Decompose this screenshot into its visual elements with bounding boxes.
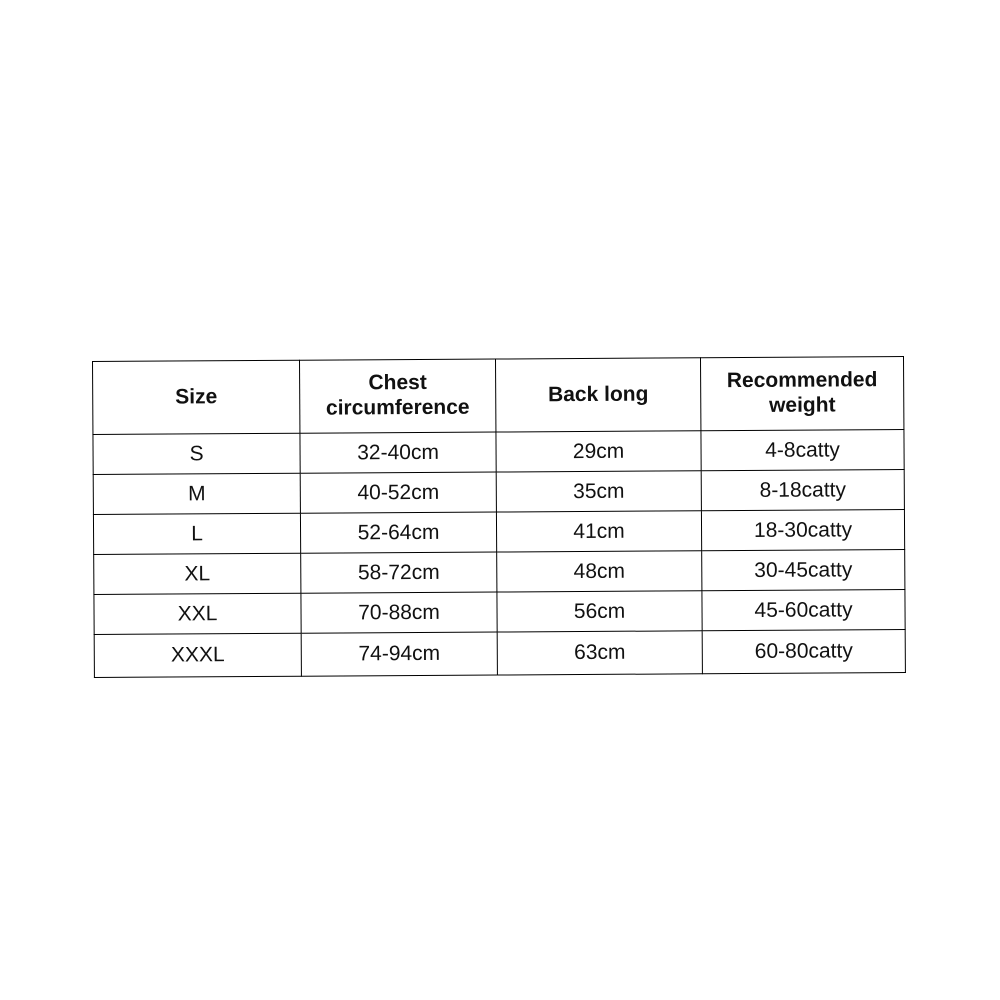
cell-chest-circumference: 58-72cm (301, 552, 497, 593)
cell-recommended-weight: 4-8catty (701, 430, 904, 471)
column-header-size: Size (93, 360, 300, 434)
column-header-chest-circumference: Chest circumference (299, 359, 495, 433)
table-header (93, 357, 904, 435)
cell-back-long: 35cm (496, 471, 701, 512)
cell-chest-circumference: 74-94cm (301, 632, 497, 676)
table-row (94, 630, 905, 678)
cell-chest-circumference: 40-52cm (300, 472, 496, 513)
cell-back-long: 56cm (497, 591, 702, 632)
cell-recommended-weight: 60-80catty (702, 630, 905, 674)
cell-recommended-weight: 18-30catty (701, 510, 904, 551)
size-chart-table (92, 356, 906, 678)
cell-size: XXL (94, 593, 301, 634)
cell-back-long: 63cm (497, 631, 702, 675)
table-row (93, 430, 904, 475)
cell-size: S (93, 433, 300, 474)
cell-recommended-weight: 8-18catty (701, 470, 904, 511)
cell-chest-circumference: 32-40cm (300, 432, 496, 473)
table-row (94, 590, 905, 635)
cell-recommended-weight: 30-45catty (702, 550, 905, 591)
column-header-back-long: Back long (495, 358, 700, 432)
cell-back-long: 29cm (496, 431, 701, 472)
table-header-row (93, 357, 904, 435)
cell-size: XL (94, 553, 301, 594)
column-header-recommended-weight: Recommended weight (700, 357, 903, 431)
cell-back-long: 48cm (497, 551, 702, 592)
cell-recommended-weight: 45-60catty (702, 590, 905, 631)
size-chart-container (92, 361, 903, 678)
table-body (93, 430, 905, 678)
table-row (94, 550, 905, 595)
cell-size: L (93, 513, 300, 554)
table-row (93, 510, 904, 555)
cell-chest-circumference: 70-88cm (301, 592, 497, 633)
cell-back-long: 41cm (496, 511, 701, 552)
cell-size: XXXL (94, 633, 301, 677)
cell-chest-circumference: 52-64cm (300, 512, 496, 553)
cell-size: M (93, 473, 300, 514)
table-row (93, 470, 904, 515)
